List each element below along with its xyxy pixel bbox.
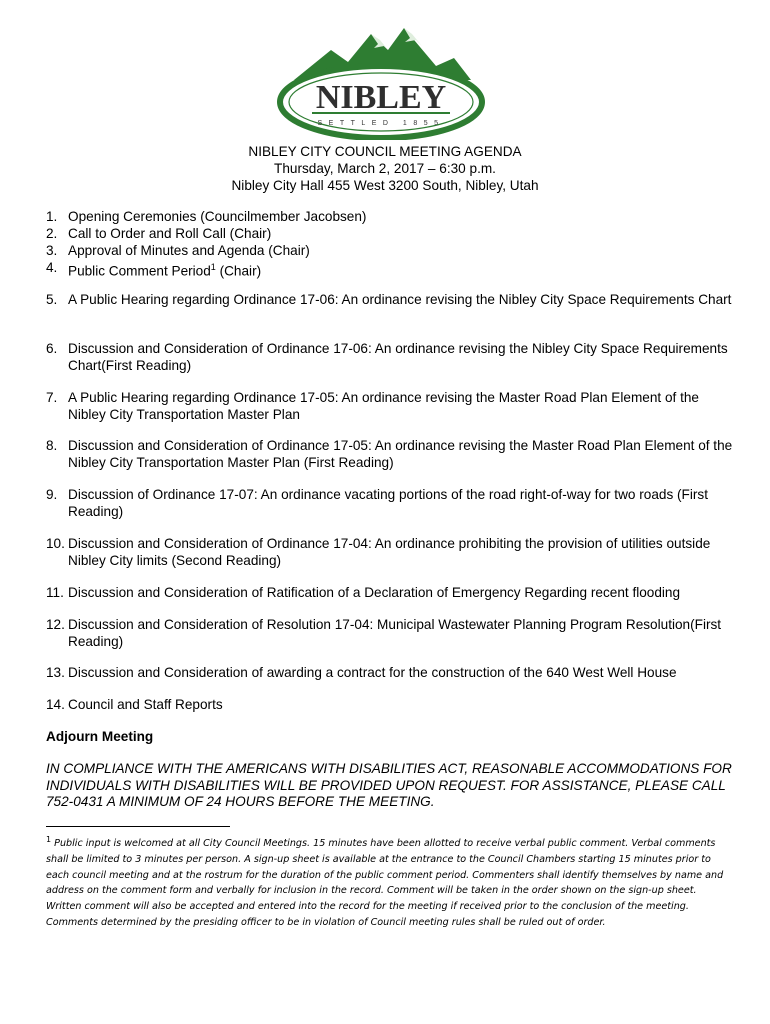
footnote-divider bbox=[46, 826, 230, 827]
logo-wordmark: NIBLEY bbox=[315, 79, 447, 116]
agenda-item: 13. Discussion and Consideration of awarding a contract for the construction of the 640 West Well House bbox=[46, 665, 677, 680]
nibley-logo bbox=[276, 22, 486, 140]
agenda-item: 1. Opening Ceremonies (Councilmember Jacobsen) bbox=[46, 209, 367, 224]
agenda-opening-list bbox=[46, 208, 736, 280]
logo-graphic bbox=[276, 22, 486, 140]
footnote bbox=[46, 832, 730, 930]
agenda-item: 4. Public Comment Period$^1$ (Chair) bbox=[46, 260, 262, 279]
adjourn-heading: Adjourn Meeting bbox=[46, 729, 154, 744]
ada-notice: IN COMPLIANCE WITH THE AMERICANS WITH DISABILITIES ACT, REASONABLE ACCOMMODATIONS FOR INDIVIDUALS WITH DISABILITIES WILL BE PROVIDED UPON REQUEST. FOR ASSISTANCE, PLEASE CALL 752-0431 A MINIMUM OF 24 HOURS BEFORE THE MEETING. bbox=[46, 761, 732, 809]
footnote-text: Public input is welcomed at all City Council Meetings. 15 minutes have been allotted to receive verbal public comment. Verbal comments shall be limited to 3 minutes per person. A sign-up sheet is available at the entrance to the Council Chambers starting 15 minutes prior to each council meeting and at the rostrum for the duration of the public comment period. Commenters shall identify themselves by name and address on the comment form and verbally for inclusion in the record. Comment will be taken in the order shown on the sign-up sheet. Written comment will also be accepted and entered into the record for the meeting if received prior to the conclusion of the meeting. Comments determined by the presiding officer to be in violation of Council meeting rules shall be ruled out of order. bbox=[46, 838, 724, 928]
agenda-item: 11. Discussion and Consideration of Ratification of a Declaration of Emergency Regarding recent flooding bbox=[46, 585, 681, 600]
footnote-ref: 1 bbox=[210, 262, 216, 272]
agenda-item: 3. Approval of Minutes and Agenda (Chair) bbox=[46, 243, 310, 258]
agenda-title: NIBLEY CITY COUNCIL MEETING AGENDA bbox=[248, 144, 522, 159]
logo-tagline: SETTLED 1855 bbox=[317, 120, 445, 127]
agenda-item: 2. Call to Order and Roll Call (Chair) bbox=[46, 226, 272, 241]
agenda-item: 6. Discussion and Consideration of Ordinance 17-06: An ordinance revising the Nibley City Space Requirements Chart(First Reading) bbox=[46, 341, 728, 373]
agenda-item: 9. Discussion of Ordinance 17-07: An ordinance vacating portions of the road right-of-way for two roads (First Reading) bbox=[46, 487, 708, 519]
agenda-item: 8. Discussion and Consideration of Ordinance 17-05: An ordinance revising the Master Road Plan Element of the Nibley City Transportation Master Plan (First Reading) bbox=[46, 438, 733, 470]
agenda-header bbox=[0, 143, 770, 194]
agenda-item: 12. Discussion and Consideration of Resolution 17-04: Municipal Wastewater Planning Program Resolution(First Reading) bbox=[46, 617, 722, 649]
agenda-item: 10. Discussion and Consideration of Ordinance 17-04: An ordinance prohibiting the provision of utilities outside Nibley City limits (Second Reading) bbox=[46, 536, 711, 568]
footnote-mark: 1 bbox=[46, 835, 52, 844]
agenda-item: 14. Council and Staff Reports bbox=[46, 697, 223, 712]
agenda-item: 7. A Public Hearing regarding Ordinance 17-05: An ordinance revising the Master Road Plan Element of the Nibley City Transportation Master Plan bbox=[46, 390, 699, 422]
meeting-location: Nibley City Hall 455 West 3200 South, Nibley, Utah bbox=[231, 178, 539, 193]
meeting-date: Thursday, March 2, 2017 – 6:30 p.m. bbox=[274, 161, 496, 176]
agenda-item: 5. A Public Hearing regarding Ordinance 17-06: An ordinance revising the Nibley City Space Requirements Chart bbox=[46, 292, 732, 307]
